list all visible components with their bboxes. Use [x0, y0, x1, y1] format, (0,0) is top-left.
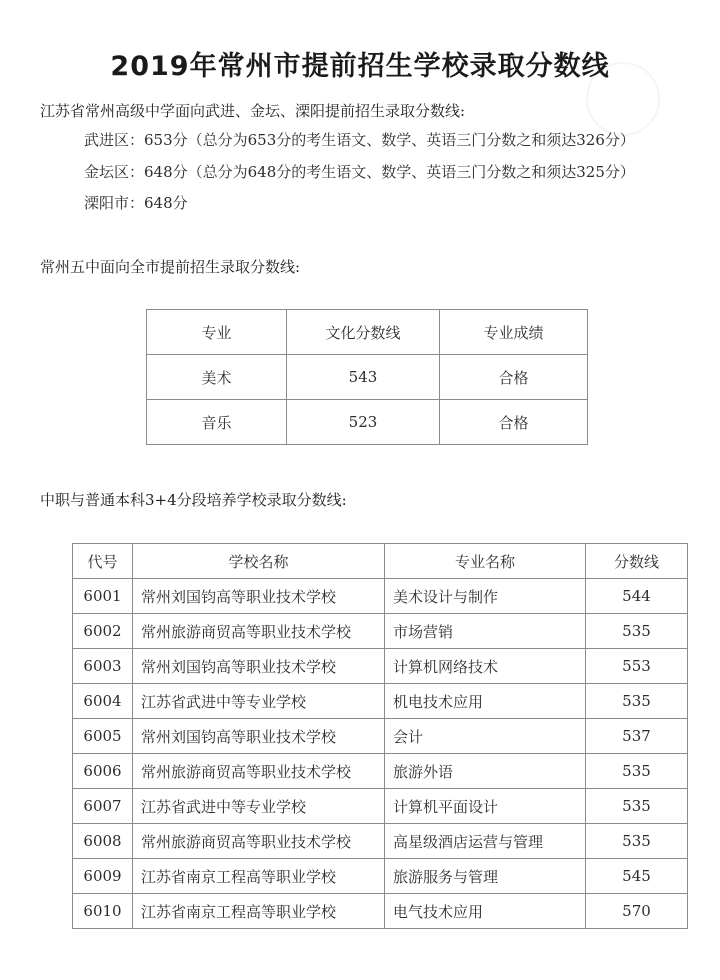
cell-result: 合格 — [440, 400, 588, 445]
cell-school: 江苏省武进中等专业学校 — [133, 684, 385, 719]
table-row — [147, 400, 588, 445]
table-header-row — [147, 310, 588, 355]
cell-score: 553 — [586, 649, 688, 684]
cell-score: 523 — [287, 400, 440, 445]
cell-school: 常州刘国钧高等职业技术学校 — [133, 579, 385, 614]
table-row — [73, 719, 688, 754]
section3-heading: 中职与普通本科3+4分段培养学校录取分数线: — [40, 491, 347, 509]
cell-code: 6009 — [73, 859, 133, 894]
table-row — [73, 684, 688, 719]
cell-school: 常州刘国钧高等职业技术学校 — [133, 719, 385, 754]
cell-major: 高星级酒店运营与管理 — [385, 824, 586, 859]
vocational-score-table — [72, 543, 688, 929]
cell-major: 电气技术应用 — [385, 894, 586, 929]
table-row — [73, 894, 688, 929]
page-title: 2019年常州市提前招生学校录取分数线 — [110, 51, 610, 82]
header-major-result: 专业成绩 — [440, 310, 588, 355]
cell-major: 美术设计与制作 — [385, 579, 586, 614]
cell-school: 江苏省武进中等专业学校 — [133, 789, 385, 824]
cell-school: 常州旅游商贸高等职业技术学校 — [133, 754, 385, 789]
cell-major: 旅游外语 — [385, 754, 586, 789]
cell-school: 江苏省南京工程高等职业学校 — [133, 894, 385, 929]
cell-school: 江苏省南京工程高等职业学校 — [133, 859, 385, 894]
cell-code: 6002 — [73, 614, 133, 649]
header-code: 代号 — [73, 544, 133, 579]
table-row — [147, 355, 588, 400]
cell-school: 常州旅游商贸高等职业技术学校 — [133, 824, 385, 859]
cell-score: 535 — [586, 614, 688, 649]
cell-major: 会计 — [385, 719, 586, 754]
cell-score: 544 — [586, 579, 688, 614]
cell-code: 6007 — [73, 789, 133, 824]
cell-code: 6010 — [73, 894, 133, 929]
score-line-jintan: 金坛区：648分（总分为648分的考生语文、数学、英语三门分数之和须达325分） — [84, 163, 635, 181]
cell-major: 美术 — [147, 355, 287, 400]
cell-score: 537 — [586, 719, 688, 754]
cell-code: 6003 — [73, 649, 133, 684]
header-major: 专业 — [147, 310, 287, 355]
table-row — [73, 579, 688, 614]
table-row — [73, 789, 688, 824]
cell-score: 543 — [287, 355, 440, 400]
table-row — [73, 649, 688, 684]
art-music-score-table — [146, 309, 588, 445]
cell-code: 6006 — [73, 754, 133, 789]
cell-code: 6005 — [73, 719, 133, 754]
score-line-wujin: 武进区：653分（总分为653分的考生语文、数学、英语三门分数之和须达326分） — [84, 131, 635, 149]
cell-score: 535 — [586, 684, 688, 719]
cell-school: 常州旅游商贸高等职业技术学校 — [133, 614, 385, 649]
cell-major: 机电技术应用 — [385, 684, 586, 719]
section1-heading: 江苏省常州高级中学面向武进、金坛、溧阳提前招生录取分数线: — [40, 102, 466, 120]
cell-score: 535 — [586, 754, 688, 789]
score-line-liyang: 溧阳市：648分 — [84, 194, 188, 212]
cell-score: 545 — [586, 859, 688, 894]
cell-score: 535 — [586, 789, 688, 824]
cell-code: 6001 — [73, 579, 133, 614]
table-row — [73, 824, 688, 859]
cell-major: 计算机网络技术 — [385, 649, 586, 684]
cell-major: 市场营销 — [385, 614, 586, 649]
cell-major: 计算机平面设计 — [385, 789, 586, 824]
cell-score: 570 — [586, 894, 688, 929]
header-major-name: 专业名称 — [385, 544, 586, 579]
cell-code: 6004 — [73, 684, 133, 719]
cell-score: 535 — [586, 824, 688, 859]
table-row — [73, 859, 688, 894]
cell-major: 音乐 — [147, 400, 287, 445]
cell-result: 合格 — [440, 355, 588, 400]
header-culture-score: 文化分数线 — [287, 310, 440, 355]
cell-major: 旅游服务与管理 — [385, 859, 586, 894]
cell-code: 6008 — [73, 824, 133, 859]
table-header-row — [73, 544, 688, 579]
header-school-name: 学校名称 — [133, 544, 385, 579]
header-score-line: 分数线 — [586, 544, 688, 579]
table-row — [73, 754, 688, 789]
section2-heading: 常州五中面向全市提前招生录取分数线: — [40, 258, 301, 276]
table-row — [73, 614, 688, 649]
cell-school: 常州刘国钧高等职业技术学校 — [133, 649, 385, 684]
